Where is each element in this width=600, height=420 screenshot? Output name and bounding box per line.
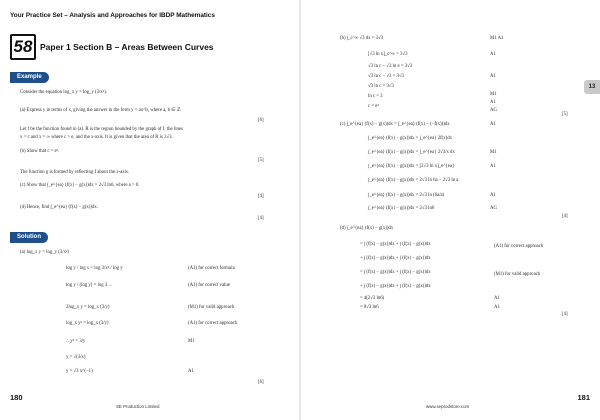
mark-comment: AG: [490, 108, 497, 113]
chapter-number: 58: [10, 34, 36, 60]
marks: [4]: [258, 194, 264, 199]
solution-label: Solution: [10, 232, 48, 243]
mark-comment: (M1) for valid approach: [494, 272, 541, 277]
mark-comment: A1: [494, 296, 500, 301]
solution-step: log y / log x = log 3/x² / log y: [66, 266, 123, 271]
marks: [5]: [562, 112, 568, 117]
solution-step: (c) ∫_e^{ea} (f(x) − g(x))dx = ∫_e^{ea} (f(x) − (−f(x)))dx: [340, 122, 450, 127]
mark-comment: A1: [490, 100, 496, 105]
marks: [4]: [562, 312, 568, 317]
solution-step: √3 ln c = 3√3: [368, 84, 394, 89]
solution-step: = 8√3 ln6: [360, 305, 379, 310]
solution-step: √3 ln c − √3 = 3√3: [368, 74, 404, 79]
question-line: x = c and x = ∞ where c > e, and the x-axis. It is given that the area of R is 3√3.: [20, 135, 173, 140]
mark-comment: AG: [490, 206, 497, 211]
solution-step: ∫_e^{ea} (f(x) − g(x))dx = 2√3 ln (6a/a): [368, 193, 445, 198]
right-page: [300, 0, 600, 420]
mark-comment: M1: [188, 339, 195, 344]
solution-step: y = √3 x^(−1): [66, 369, 93, 374]
mark-comment: M1: [490, 150, 497, 155]
solution-step: [√3 ln x]_c^∞ = 3√3: [368, 52, 408, 57]
mark-comment: (A1) for correct approach: [188, 321, 238, 326]
marks: [4]: [258, 216, 264, 221]
question-line: Let f be the function found in (a). R is the region bounded by the graph of f, the lines: [20, 127, 183, 132]
mark-comment: (M1) for valid approach: [188, 305, 235, 310]
solution-step: ln c = 3: [368, 94, 383, 99]
solution-step: (a) log_x y = log_y (3/x²): [20, 250, 70, 255]
mark-comment: M1 A1: [490, 36, 504, 41]
footer-text: SE Production Limited: [116, 404, 160, 409]
chapter-side-tab: 13: [584, 80, 600, 94]
mark-comment: A1: [188, 369, 194, 374]
mark-comment: (A1) for correct value: [188, 283, 230, 288]
question-line: (b) Show that c = e³.: [20, 149, 60, 154]
book-title: Your Practice Set – Analysis and Approaches for IBDP Mathematics: [10, 12, 215, 19]
question-line: (c) Show that ∫_e^{ea} (f(x) − g(x))dx = 2√3 ln6, where a > 0.: [20, 183, 140, 188]
marks: [5]: [258, 158, 264, 163]
solution-step: = ∫ (f(x) − g(x))dx + ∫ (f(x) − g(x))dx: [360, 270, 431, 275]
solution-step: √3 ln c − √3 ln e = 3√3: [368, 64, 413, 69]
solution-step: (d) ∫_e^{ea} (f(x) − g(x))dx: [340, 226, 394, 231]
solution-step: ∴ y² = 3/y: [66, 339, 86, 344]
mark-comment: (A1) for correct formula: [188, 266, 235, 271]
mark-comment: A1: [490, 193, 496, 198]
marks: [4]: [562, 214, 568, 219]
mark-comment: (A1) for correct approach: [494, 244, 544, 249]
mark-comment: A1: [494, 305, 500, 310]
solution-step: = ∫ (f(x) − g(x))dx + ∫ (f(x) − g(x))dx: [360, 242, 431, 247]
mark-comment: M1: [490, 92, 497, 97]
mark-comment: A1: [490, 164, 496, 169]
mark-comment: A1: [490, 122, 496, 127]
marks: [6]: [258, 118, 264, 123]
solution-step: (b) ∫_c^∞ √3 dx = 3√3: [340, 36, 384, 41]
mark-comment: A1: [490, 74, 496, 79]
solution-step: ∫_e^{ea} (f(x) − g(x))dx = 2√3 ln6: [368, 206, 435, 211]
solution-step: ∫_e^{ea} (f(x) − g(x))dx = ∫_e^{ea} 2√3/x dx: [368, 150, 455, 155]
solution-step: + ∫ (f(x) − g(x))dx + ∫ (f(x) − g(x))dx: [360, 256, 431, 261]
solution-step: log y / (log y) = log 3 ...: [66, 283, 113, 288]
footer-url: www.seprodstore.com: [426, 404, 470, 409]
solution-step: ∫_e^{ea} (f(x) − g(x))dx = ∫_e^{ea} 2f(x)dx: [368, 136, 453, 141]
marks: [6]: [258, 380, 264, 385]
solution-step: + ∫ (f(x) − g(x))dx + ∫ (f(x) − g(x))dx: [360, 284, 431, 289]
solution-step: log_x y² = log_x (3/y): [66, 321, 109, 326]
page-number: 180: [10, 393, 23, 402]
chapter-title: Paper 1 Section B – Areas Between Curves: [40, 42, 214, 52]
question-line: The function g is formed by reflecting f about the x-axis.: [20, 170, 130, 175]
solution-step: ∫_e^{ea} (f(x) − g(x))dx = [2√3 ln x]_e^{ea}: [368, 164, 455, 169]
solution-step: c = e³: [368, 104, 379, 109]
page-number: 181: [577, 393, 590, 402]
example-label: Example: [10, 72, 49, 83]
question-line: Consider the equation log_x y = log_y (3/x²).: [20, 90, 108, 95]
solution-step: 2log_x y = log_x (3/y): [66, 305, 110, 310]
solution-step: = 4(2√3 ln6): [360, 296, 385, 301]
question-line: (d) Hence, find ∫_e^{ea} (f(x) − g(x))dx.: [20, 205, 98, 210]
question-line: (a) Express y in terms of x, giving the answer in the form y = ax^b, where a, b ∈ ℤ.: [20, 108, 182, 113]
solution-step: y = √(3/x): [66, 355, 86, 360]
solution-step: ∫_e^{ea} (f(x) − g(x))dx = 2√3 ln 6a − 2√3 ln a: [368, 178, 459, 183]
mark-comment: A1: [490, 52, 496, 57]
